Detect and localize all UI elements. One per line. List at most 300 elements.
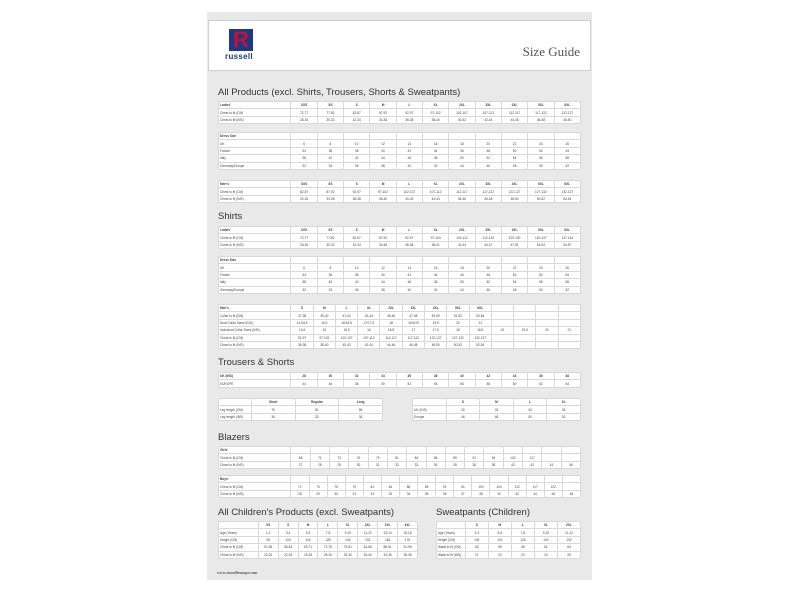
table-cell: L [396, 181, 422, 188]
table-row [219, 264, 581, 271]
table-cell [528, 257, 554, 264]
table-cell: 40 [396, 162, 422, 169]
table-cell: 50 [513, 413, 547, 420]
table-cell [317, 257, 343, 264]
table-cell [330, 447, 349, 454]
table-row [219, 181, 581, 188]
table-cell: 40 [449, 373, 475, 380]
table-cell: 56 [528, 279, 554, 286]
table-cell: XXS [291, 102, 317, 109]
table-cell [542, 454, 561, 461]
table-cell: 94 [454, 483, 472, 490]
table-cell: 44 [501, 373, 527, 380]
row-label: UK (INS) [219, 373, 291, 380]
table-cell: 128 [511, 536, 534, 543]
table-cell: 28-30 [291, 116, 317, 123]
table-cell: 71 [291, 483, 309, 490]
row-label: Italy [219, 155, 291, 162]
table-cell: 52 [554, 286, 580, 293]
table-cell: 58 [511, 544, 534, 551]
table-cell: 41-44 [449, 241, 475, 248]
table-cell [370, 257, 396, 264]
table-cell [536, 305, 558, 312]
table-cell: 52 [475, 155, 501, 162]
table-cell: 44 [542, 461, 561, 468]
table-cell: 3XL [475, 102, 501, 109]
table-cell: 140 [534, 536, 557, 543]
table-cell: 5XL [528, 227, 554, 234]
table-row [219, 133, 581, 140]
table-row [219, 319, 581, 326]
table-cell: XL [547, 399, 581, 406]
table-cell: 91 [436, 483, 454, 490]
table-cell: 91 [465, 454, 484, 461]
table-cell: 120-130 [501, 234, 527, 241]
table-cell: 30-32 [317, 116, 343, 123]
table-cell: 32 [480, 406, 514, 413]
table-cell: 10 [344, 264, 370, 271]
table-cell: 12 [370, 140, 396, 147]
table-cell [558, 305, 580, 312]
table-cell: 36 [317, 271, 343, 278]
table-cell: 48 [475, 271, 501, 278]
table-cell: 36-38 [398, 551, 418, 558]
table-cell: 30-32 [317, 241, 343, 248]
table-cell: 97-104 [422, 234, 448, 241]
table-cell: 2XL [449, 227, 475, 234]
table-cell: 122-127 [554, 109, 580, 116]
table-cell: 16/16.5 [335, 319, 357, 326]
row-label [219, 399, 252, 406]
table-cell: 21 [558, 327, 580, 334]
row-label: UK [219, 264, 291, 271]
table-cell [291, 447, 310, 454]
table-cell [472, 476, 490, 483]
table-cell: 56-63 [278, 544, 298, 551]
table-row [219, 341, 581, 348]
table-cell: 22 [501, 264, 527, 271]
table-row [437, 551, 581, 558]
table-cell: 36-38 [291, 341, 313, 348]
table-cell: 152 [557, 536, 580, 543]
table-cell [558, 334, 580, 341]
table-cell: 50 [528, 286, 554, 293]
section-shirts: Shirts [218, 211, 243, 222]
row-label: Girls' [219, 447, 291, 454]
table-cell: 76 [349, 454, 368, 461]
table-cell: 28 [310, 461, 329, 468]
table-cell: 3XL [475, 227, 501, 234]
table-cell: 4XL [398, 522, 418, 529]
table-cell: 92-97 [396, 109, 422, 116]
table-cell: 40 [490, 490, 508, 497]
table-cell: 54-57 [554, 241, 580, 248]
table-cell: XL [338, 522, 358, 529]
section-trousers: Trousers & Shorts [218, 357, 295, 368]
table-row [219, 454, 581, 461]
table-cell [514, 341, 536, 348]
table-cell: 44 [291, 380, 317, 387]
table-cell: 73 [309, 483, 327, 490]
table-row [219, 188, 581, 195]
table-row [219, 413, 383, 420]
table-cell: 26 [554, 264, 580, 271]
table-row [219, 241, 581, 248]
table-cell: 22 [488, 551, 511, 558]
table-cell [363, 476, 381, 483]
table-cell: 26 [554, 140, 580, 147]
table-cell: 4XL [501, 227, 527, 234]
section-blazers: Blazers [218, 432, 250, 443]
page-title: Size Guide [522, 44, 580, 59]
table-cell: 42-44 [475, 116, 501, 123]
row-label: Men's [219, 181, 291, 188]
table-cell: 87-92 [370, 109, 396, 116]
table-cell: 34-36 [378, 551, 398, 558]
table-cell: 46 [396, 155, 422, 162]
table-cell: 92-97 [396, 234, 422, 241]
table-cell: 82-87 [344, 234, 370, 241]
table-cell: XL [358, 305, 380, 312]
table-cell: 117-122 [402, 334, 424, 341]
table-cell [490, 476, 508, 483]
table-all-products-ladies [218, 101, 581, 124]
table-cell: 34 [291, 147, 317, 154]
table-cell: 6XL [554, 227, 580, 234]
table-cell: 52 [475, 279, 501, 286]
row-label: Europe [413, 413, 447, 420]
table-row [219, 312, 581, 319]
table-cell: 42-44 [422, 195, 448, 202]
table-cell [291, 476, 309, 483]
table-cell: 54 [422, 380, 448, 387]
table-cell: 58 [554, 155, 580, 162]
table-cell: 81 [295, 406, 339, 413]
table-cell [508, 476, 526, 483]
table-cell: 100 [472, 483, 490, 490]
table-row [219, 536, 418, 543]
table-cell: 46 [544, 490, 562, 497]
table-cell: 104 [465, 536, 488, 543]
table-cell: 4XL [501, 181, 527, 188]
table-cell: 36 [344, 286, 370, 293]
table-cell: 117 [526, 483, 544, 490]
table-cell: Long [339, 399, 383, 406]
table-cell: 29 [309, 490, 327, 497]
table-row [219, 399, 383, 406]
table-cell: 38-40 [422, 116, 448, 123]
table-cell [422, 133, 448, 140]
table-cell: 9-10 [534, 529, 557, 536]
table-cell: 21 [469, 319, 491, 326]
table-cell: 43-44 [358, 312, 380, 319]
table-cell: 1-2 [258, 529, 278, 536]
table-row [219, 140, 581, 147]
table-cell: 24 [528, 264, 554, 271]
table-cell: 52 [396, 380, 422, 387]
table-row [219, 522, 418, 529]
table-cell: 46 [528, 373, 554, 380]
table-cell: 35 [445, 461, 464, 468]
table-cell [370, 133, 396, 140]
table-cell: 91-96 [398, 544, 418, 551]
table-cell [349, 447, 368, 454]
table-cell: 116 [298, 536, 318, 543]
row-label [437, 522, 466, 529]
table-cell [514, 305, 536, 312]
table-cell: 22-25 [278, 551, 298, 558]
table-cell: 76-81 [338, 544, 358, 551]
table-cell: 20-22 [258, 551, 278, 558]
table-cell: 9-10 [338, 529, 358, 536]
table-cell: 82-87 [291, 188, 317, 195]
row-label: France [219, 271, 291, 278]
table-cell: 42 [475, 373, 501, 380]
row-label: Height (CM) [437, 536, 466, 543]
table-cell [491, 334, 513, 341]
logo-letter: R [233, 27, 249, 52]
table-cell: 104 [490, 483, 508, 490]
table-cell: 112-117 [501, 109, 527, 116]
section-sweatpants-children: Sweatpants (Children) [436, 507, 530, 518]
table-cell: L [318, 522, 338, 529]
table-row [219, 544, 418, 551]
table-cell: 28 [291, 490, 309, 497]
table-cell: 5-6 [298, 529, 318, 536]
table-cell: M [370, 102, 396, 109]
table-row [219, 373, 581, 380]
table-cell [407, 447, 426, 454]
table-cell: 48-50 [554, 116, 580, 123]
table-cell: 86 [339, 406, 383, 413]
table-cell: 97-102 [370, 188, 396, 195]
table-cell: S [465, 522, 488, 529]
row-label: Ladies' [219, 227, 291, 234]
table-cell: 32 [387, 461, 406, 468]
table-cell: 38 [472, 490, 490, 497]
table-cell: 72-77 [291, 234, 317, 241]
table-cell: 32 [291, 286, 317, 293]
table-cell: 50 [449, 155, 475, 162]
row-label: Chest to fit (INS) [219, 551, 259, 558]
table-trousers-leg [218, 398, 383, 421]
table-all-products-dress [218, 132, 581, 170]
table-cell: 36 [317, 147, 343, 154]
table-cell: 112-117 [449, 188, 475, 195]
table-cell: 87-92 [370, 234, 396, 241]
table-cell: 6XL [554, 102, 580, 109]
table-cell: 5XL [528, 102, 554, 109]
table-row [219, 227, 581, 234]
table-cell: 50 [501, 147, 527, 154]
table-cell: 40 [317, 279, 343, 286]
table-cell: 15.5 [313, 319, 335, 326]
table-cell: 46 [449, 147, 475, 154]
table-cell [475, 257, 501, 264]
table-cell [291, 257, 317, 264]
row-label: Waist to fit (CM) [437, 544, 466, 551]
table-cell: 86-91 [378, 544, 398, 551]
table-cell: 127-132 [528, 188, 554, 195]
table-cell: 44-46 [449, 195, 475, 202]
table-cell: 102-107 [335, 334, 357, 341]
table-cell: 3-4 [465, 529, 488, 536]
table-row [219, 490, 581, 497]
table-cell: 117-122 [528, 109, 554, 116]
table-cell: 38 [370, 286, 396, 293]
table-cell: 38 [291, 155, 317, 162]
table-cell: 29 [330, 461, 349, 468]
table-sweatpants [412, 398, 581, 421]
table-row [437, 544, 581, 551]
table-cell: 38-40 [370, 195, 396, 202]
table-cell: 52-54 [554, 195, 580, 202]
table-cell: 40 [370, 271, 396, 278]
table-cell: 48 [422, 155, 448, 162]
table-cell [381, 476, 399, 483]
table-cell: 30 [327, 490, 345, 497]
table-cell: 3XL [378, 522, 398, 529]
row-label: Germany/Europe [219, 286, 291, 293]
table-cell: 46 [317, 380, 343, 387]
table-cell: 140 [338, 536, 358, 543]
section-children: All Children's Products (excl. Sweatpants) [218, 507, 395, 518]
row-label: Chest to fit (INS) [219, 116, 291, 123]
header-bar [208, 20, 591, 71]
table-cell [514, 319, 536, 326]
table-row [219, 551, 418, 558]
table-cell: 34 [426, 461, 445, 468]
table-cell: 30 [251, 413, 295, 420]
table-cell [387, 447, 406, 454]
table-cell: 102-107 [396, 188, 422, 195]
table-cell: 44 [370, 279, 396, 286]
table-cell: 73 [330, 454, 349, 461]
table-cell [554, 133, 580, 140]
table-row [219, 234, 581, 241]
table-row [219, 476, 581, 483]
table-cell: L [511, 522, 534, 529]
table-cell: 107-112 [475, 109, 501, 116]
table-cell [528, 133, 554, 140]
table-cell: XS [317, 102, 343, 109]
table-cell: 32 [363, 490, 381, 497]
table-blazers-boys [218, 475, 581, 498]
table-cell: 61 [534, 544, 557, 551]
table-cell: 17/17.5 [358, 319, 380, 326]
table-cell: 39-40 [313, 312, 335, 319]
table-cell: XS [258, 522, 278, 529]
row-label: Chest to fit (CM) [219, 544, 259, 551]
table-cell: 68 [291, 454, 310, 461]
table-cell [558, 341, 580, 348]
row-label: France [219, 147, 291, 154]
table-row [219, 116, 581, 123]
table-row [437, 529, 581, 536]
table-cell: 32-34 [358, 551, 378, 558]
table-cell: 19 [491, 327, 513, 334]
table-cell: 20 [536, 327, 558, 334]
table-cell: 48-50 [425, 341, 447, 348]
table-cell: 3-4 [278, 529, 298, 536]
section-all-products: All Products (excl. Shirts, Trousers, Shorts & Sweatpants) [218, 87, 461, 98]
table-cell: 5XL [447, 305, 469, 312]
row-label: Waist to fit (INS) [437, 551, 466, 558]
row-label: Chest to fit (CM) [219, 454, 291, 461]
table-cell: 97-102 [422, 109, 448, 116]
table-cell: S [344, 102, 370, 109]
table-row [219, 327, 581, 334]
row-label [219, 522, 259, 529]
table-cell: 18.5 [469, 327, 491, 334]
table-cell: 62 [528, 380, 554, 387]
table-cell: 53 [465, 544, 488, 551]
table-cell: 21 [465, 551, 488, 558]
table-cell [562, 483, 580, 490]
table-cell: 77-82 [317, 234, 343, 241]
table-cell: 18 [449, 264, 475, 271]
table-cell: 76 [251, 406, 295, 413]
table-cell: 17.5 [425, 327, 447, 334]
table-cell: 44 [370, 155, 396, 162]
table-cell: 44 [449, 286, 475, 293]
table-cell: 46 [446, 413, 480, 420]
table-cell: 54 [554, 271, 580, 278]
table-row [219, 109, 581, 116]
table-cell [396, 133, 422, 140]
table-cell: L [396, 227, 422, 234]
table-cell: 40 [396, 286, 422, 293]
table-cell [536, 312, 558, 319]
table-cell: 49-50 [425, 312, 447, 319]
table-cell: 3XL [402, 305, 424, 312]
table-cell: L [513, 399, 547, 406]
table-cell: 13-14 [378, 529, 398, 536]
row-label: Chest to fit (CM) [219, 234, 291, 241]
table-row [219, 380, 581, 387]
table-cell: 56 [449, 380, 475, 387]
row-label: Chest to fit (INS) [219, 195, 291, 202]
table-cell [418, 476, 436, 483]
table-row [219, 305, 581, 312]
table-cell: 11-12 [557, 529, 580, 536]
table-cell: 18 [380, 319, 402, 326]
table-cell: 51-52 [447, 312, 469, 319]
table-cell: 46 [396, 279, 422, 286]
table-cell [491, 305, 513, 312]
table-cell: 18 [447, 327, 469, 334]
table-cell: 15-16 [398, 529, 418, 536]
row-label: Men's [219, 305, 291, 312]
table-cell: 46-48 [528, 116, 554, 123]
row-label: Ladies' [219, 102, 291, 109]
table-cell: 89 [445, 454, 464, 461]
row-label: Chest to fit (INS) [219, 341, 291, 348]
table-cell: 14.5/15 [291, 319, 313, 326]
table-cell [310, 447, 329, 454]
table-cell: 41-42 [335, 312, 357, 319]
table-cell [561, 454, 580, 461]
table-cell: 42 [344, 279, 370, 286]
row-label: Chest to fit (CM) [219, 188, 291, 195]
row-label: Individual Collar Sizes (INS) [219, 327, 291, 334]
table-cell [317, 133, 343, 140]
table-cell: 20 [475, 264, 501, 271]
table-cell: 27 [291, 461, 310, 468]
table-cell: 42 [522, 461, 541, 468]
row-label: Leg length (INS) [219, 413, 252, 420]
row-label: Chest to fit (INS) [219, 461, 291, 468]
